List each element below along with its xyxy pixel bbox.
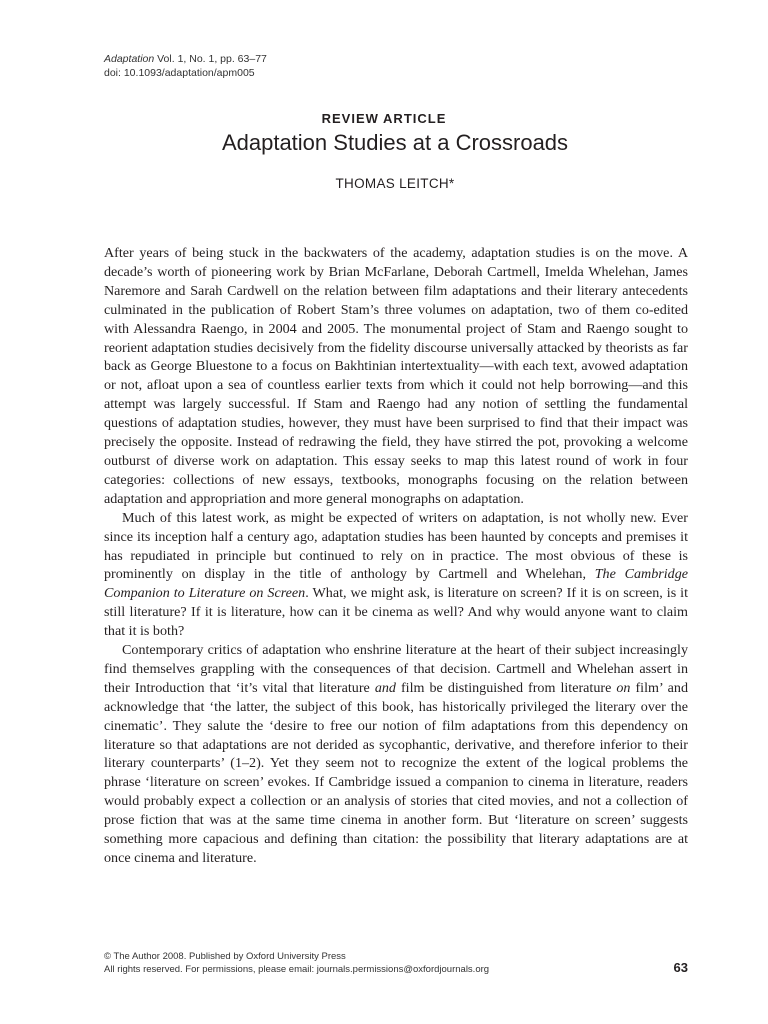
page-number: 63: [673, 960, 688, 975]
paragraph-1: After years of being stuck in the backwaters of the academy, adaptation studies is on the move. A decade’s worth of pioneering work by Brian McFarlane, Deborah Cartmell, Imelda Whelehan, James Naremore and Sarah Cardwell on the relation between film adaptations and their literary antecedents culminated in the publication of Robert Stam’s three volumes on adaptation, two of them co-edited with Alessandra Raengo, in 2004 and 2005. The monumental project of Stam and Raengo sought to reorient adaptation studies decisively from the fidelity discourse universally attacked by theorists as far back as George Bluestone to a focus on Bakhtinian intertextuality—with each text, avowed adaptation or not, afloat upon a sea of countless earlier texts from which it could not help borrowing—and this attempt was largely successful. If Stam and Raengo had any notion of settling the fundamental questions of adaptation studies, however, they must have been surprised to find that their impact was precisely the opposite. Instead of redrawing the field, they have stirred the pot, provoking a welcome outburst of diverse work on adaptation. This essay seeks to map this latest round of work in four categories: collections of new essays, textbooks, monographs focusing on the relation between adaptation and appropriation and more general monographs on adaptation.: [104, 245, 688, 507]
journal-citation: [104, 52, 267, 80]
rights-notice: All rights reserved. For permissions, please email: journals.permissions@oxfordjournals.org: [104, 964, 490, 975]
copyright-notice: © The Author 2008. Published by Oxford University Press: [104, 951, 346, 962]
article-title: Adaptation Studies at a Crossroads: [221, 130, 569, 155]
article-author: THOMAS LEITCH*: [335, 176, 455, 191]
article-type: REVIEW ARTICLE: [321, 111, 447, 126]
article-body: [104, 244, 688, 868]
paragraph-3: Contemporary critics of adaptation who enshrine literature at the heart of their subject increasingly find themselves grappling with the consequences of that decision. Cartmell and Whelehan assert in their Introduction that ‘it’s vital that literature and film be distinguished from literature on film’ and acknowledge that ‘the latter, the subject of this book, has historically privileged the literary over the cinematic’. They salute the ‘desire to free our notion of film adaptations from this dependency on literature so that adaptations are not derided as sycophantic, derivative, and therefore inferior to their literary counterparts’ (1–2). Yet they seem not to recognize the extent of the logical problems the phrase ‘literature on screen’ evokes. If Cambridge issued a companion to cinema in literature, readers would probably expect a collection or an analysis of stories that cited movies, and not a collection of prose fiction that was at the same time cinema in another form. But ‘literature on screen’ suggests something more capacious and defining than citation: the possibility that literary adaptations are at once cinema and literature.: [104, 642, 688, 866]
journal-volume-line: [104, 52, 267, 66]
journal-name: Adaptation: [104, 53, 155, 65]
page-footer: [104, 950, 489, 976]
doi: doi: 10.1093/adaptation/apm005: [104, 67, 255, 79]
book-title: The Cambridge Companion to Literature on Screen: [104, 566, 689, 602]
paragraph-2: Much of this latest work, as might be expected of writers on adaptation, is not wholly new. Ever since its inception half a century ago, adaptation studies has been haunted by concepts and premises it has repudiated in principle but continued to rely on in practice. The most obvious of these is prominently on display in the title of anthology by Cartmell and Whelehan, The Cambridge Companion to Literature on Screen. What, we might ask, is literature on screen? If it is on screen, is it still literature? If it is literature, how can it be cinema as well? And why would anyone want to claim that it is both?: [104, 509, 689, 640]
volume-info: Vol. 1, No. 1, pp. 63–77: [154, 53, 267, 65]
